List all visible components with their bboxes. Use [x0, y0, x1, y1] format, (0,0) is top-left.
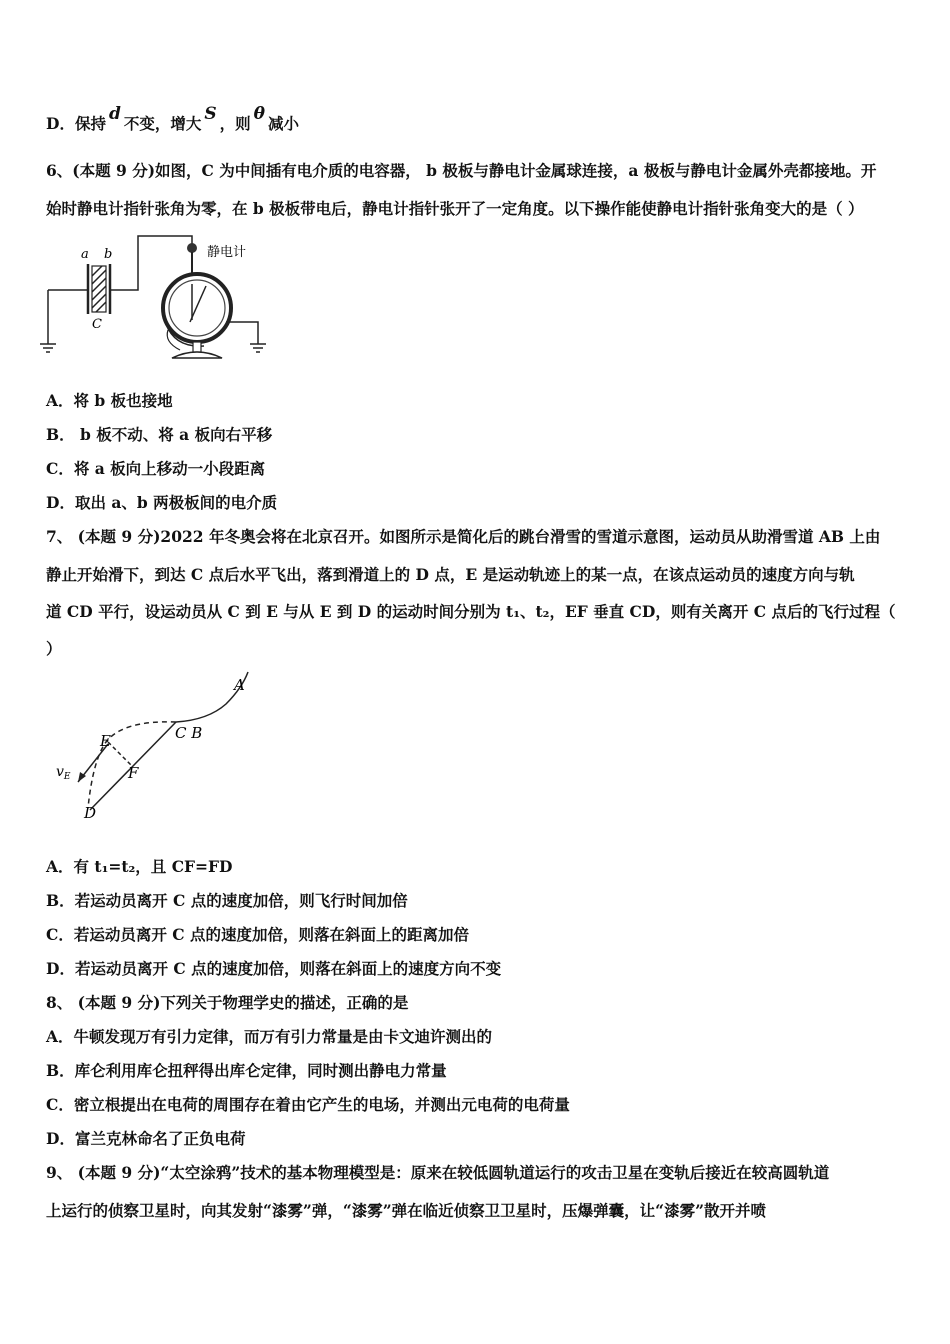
- q5-option-d: [46, 104, 916, 135]
- q6-meter-neck: [193, 342, 201, 352]
- q6-label-b: b: [104, 247, 113, 262]
- q9-stem-line-1: 9、 (本题 9 分)“太空涂鸦”技术的基本物理模型是：原来在较低圆轨道运行的攻击卫星在变轨后接近在较高圆轨道: [46, 1163, 830, 1182]
- q7-ski-jump-figure: [48, 670, 268, 825]
- q6-option-d: D．取出 a、b 两极板间的电介质: [46, 493, 278, 512]
- q8-option-b: B．库仑利用库仑扭秤得出库仑定律，同时测出静电力常量: [46, 1061, 447, 1080]
- q8-option-d: D．富兰克林命名了正负电荷: [46, 1129, 246, 1148]
- q5d-text-1: 不变，增大: [123, 114, 202, 133]
- q7-option-a: A．有 t₁=t₂，且 CF=FD: [46, 857, 233, 876]
- q6-option-c: C．将 a 板向上移动一小段距离: [46, 459, 266, 478]
- q7-label-ve: $v_E$: [56, 764, 71, 782]
- q9-stem-line-2: 上运行的侦察卫星时，向其发射“漆雾”弹，“漆雾”弹在临近侦察卫卫星时，压爆弹囊，让“漆雾”散开并喷: [46, 1201, 766, 1220]
- symbol-s: S: [204, 104, 217, 124]
- q7-ef-line: [108, 742, 132, 766]
- q7-option-c: C．若运动员离开 C 点的速度加倍，则落在斜面上的距离加倍: [46, 925, 469, 944]
- symbol-theta: θ: [253, 104, 265, 124]
- q5d-label: D．保持: [46, 114, 106, 133]
- q6-meter-ball: [187, 243, 197, 253]
- q6-right-wire: [226, 322, 258, 344]
- q7-stem-line-2: 静止开始滑下，到达 C 点后水平飞出，落到滑道上的 D 点，E 是运动轨迹上的某一点，在该点运动员的速度方向与轨: [46, 565, 855, 584]
- q7-stem-line-1: 7、 (本题 9 分)2022 年冬奥会将在北京召开。如图所示是简化后的跳台滑雪的雪道示意图，运动员从助滑雪道 AB 上由: [46, 527, 881, 546]
- q8-option-c: C．密立根提出在电荷的周围存在着由它产生的电场，并测出元电荷的电荷量: [46, 1095, 570, 1114]
- q6-label-meter: 静电计: [207, 245, 247, 260]
- q6-stem-line-1: 6、(本题 9 分)如图，C 为中间插有电介质的电容器， b 极板与静电计金属球连接，a 极板与静电计金属外壳都接地。开: [46, 161, 877, 180]
- q7-option-b: B．若运动员离开 C 点的速度加倍，则飞行时间加倍: [46, 891, 408, 910]
- q8-option-a: A．牛顿发现万有引力定律，而万有引力常量是由卡文迪许测出的: [46, 1027, 493, 1046]
- q7-label-a: A: [234, 676, 245, 694]
- q6-option-a: A．将 b 板也接地: [46, 391, 173, 410]
- q7-stem-line-3: 道 CD 平行，设运动员从 C 到 E 与从 E 到 D 的运动时间分别为 t₁、t₂，EF 垂直 CD，则有关离开 C 点后的飞行过程（: [46, 602, 896, 621]
- q6-label-c: C: [92, 317, 102, 332]
- q7-label-d: D: [84, 804, 97, 822]
- q7-label-e: E: [100, 732, 111, 750]
- q7-label-cb: C B: [175, 724, 203, 742]
- q6-option-b: B． b 板不动、将 a 板向右平移: [46, 425, 273, 444]
- q7-label-f: F: [128, 764, 139, 782]
- q7-option-d: D．若运动员离开 C 点的速度加倍，则落在斜面上的速度方向不变: [46, 959, 502, 978]
- q6-left-ground-icon: [40, 344, 56, 352]
- q6-stem-line-2: 始时静电计指针张角为零，在 b 极板带电后，静电计指针张开了一定角度。以下操作能使静电计指针张角变大的是（ ）: [46, 199, 864, 218]
- q5d-text-3: 减小: [268, 114, 300, 133]
- q7-stem-line-4: ）: [46, 639, 62, 658]
- symbol-d: d: [108, 104, 121, 124]
- q6-right-ground-icon: [250, 344, 266, 352]
- q5d-text-2: ，则: [219, 114, 251, 133]
- q6-capacitor-electrometer-figure: [40, 232, 270, 367]
- q6-meter-base: [172, 352, 222, 358]
- q8-stem: 8、 (本题 9 分)下列关于物理学史的描述，正确的是: [46, 993, 409, 1012]
- q6-label-a: a: [81, 247, 89, 262]
